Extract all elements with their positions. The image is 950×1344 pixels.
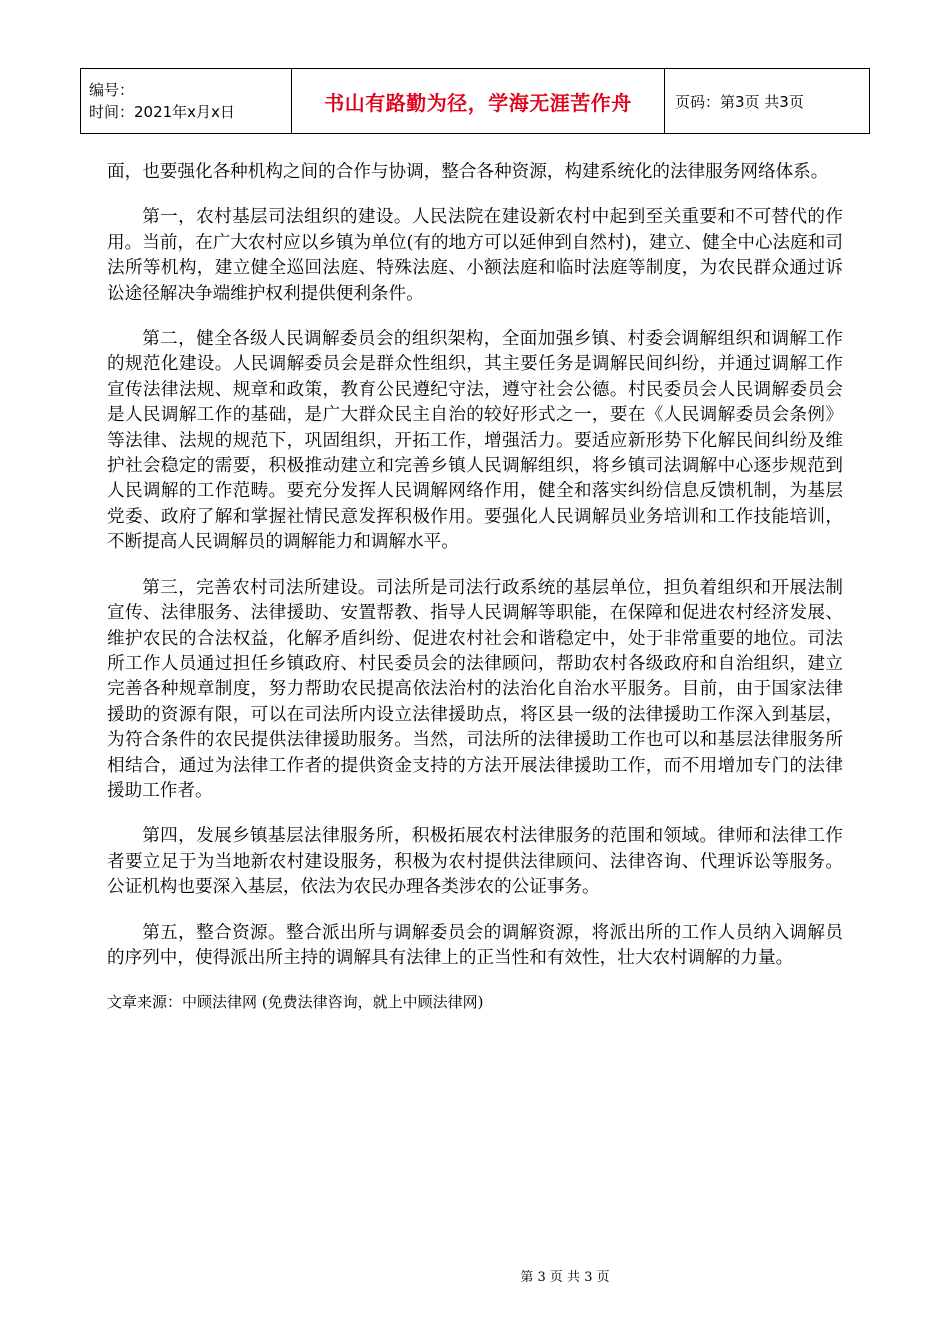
paragraph-first: 第一，农村基层司法组织的建设。人民法院在建设新农村中起到至关重要和不可替代的作用。当前，在广大农村应以乡镇为单位(有的地方可以延伸到自然村)，建立、健全中心法庭和司法所等机构，建立健全巡回法庭、特殊法庭、小额法庭和临时法庭等制度，为农民群众通过诉讼途径解决争端维护权利提供便利条件。: [107, 207, 843, 304]
header-page-info: 页码：第3页 共3页: [665, 69, 870, 134]
paragraph-second: 第二，健全各级人民调解委员会的组织架构，全面加强乡镇、村委会调解组织和调解工作的规范化建设。人民调解委员会是群众性组织，其主要任务是调解民间纠纷，并通过调解工作宣传法律法规、规章和政策，教育公民遵纪守法，遵守社会公德。村民委员会人民调解委员会是人民调解工作的基础，是广大群众民主自治的较好形式之一，要在《人民调解委员会条例》等法律、法规的规范下，巩固组织，开拓工作，增强活力。要适应新形势下化解民间纠纷及维护社会稳定的需要，积极推动建立和完善乡镇人民调解组织，将乡镇司法调解中心逐步规范到人民调解的工作范畴。要充分发挥人民调解网络作用，健全和落实纠纷信息反馈机制，为基层党委、政府了解和掌握社情民意发挥积极作用。要强化人民调解员业务培训和工作技能培训，不断提高人民调解员的调解能力和调解水平。: [107, 329, 843, 553]
header-motto: 书山有路勤为径，学海无涯苦作舟: [292, 69, 665, 134]
article-source: 文章来源：中顾法律网 (免费法律咨询，就上中顾法律网): [107, 993, 484, 1012]
document-number-label: 编号：: [89, 81, 135, 99]
paragraph-third: 第三，完善农村司法所建设。司法所是司法行政系统的基层单位，担负着组织和开展法制宣传、法律服务、法律援助、安置帮教、指导人民调解等职能，在保障和促进农村经济发展、维护农民的合法权益，化解矛盾纠纷、促进农村社会和谐稳定中，处于非常重要的地位。司法所工作人员通过担任乡镇政府、村民委员会的法律顾问，帮助农村各级政府和自治组织，建立完善各种规章制度，努力帮助农民提高依法治村的法治化自治水平服务。目前，由于国家法律援助的资源有限，可以在司法所内设立法律援助点，将区县一级的法律援助工作深入到基层，为符合条件的农民提供法律援助服务。当然，司法所的法律援助工作也可以和基层法律服务所相结合，通过为法律工作者的提供资金支持的方法开展法律援助工作，而不用增加专门的法律援助工作者。: [107, 577, 843, 801]
document-date-label: 时间：2021年x月x日: [89, 103, 235, 121]
document-body: [107, 160, 843, 1013]
paragraph-fourth: 第四，发展乡镇基层法律服务所，积极拓展农村法律服务的范围和领域。律师和法律工作者要立足于为当地新农村建设服务，积极为农村提供法律顾问、法律咨询、代理诉讼等服务。公证机构也要深入基层，依法为农民办理各类涉农的公证事务。: [107, 826, 843, 898]
header-table: [80, 68, 870, 134]
paragraph-fifth: 第五，整合资源。整合派出所与调解委员会的调解资源，将派出所的工作人员纳入调解员的序列中，使得派出所主持的调解具有法律上的正当性和有效性，壮大农村调解的力量。: [107, 922, 843, 968]
paragraph-continuation: 面，也要强化各种机构之间的合作与协调，整合各种资源，构建系统化的法律服务网络体系。: [107, 162, 829, 182]
page-footer: [0, 1266, 950, 1285]
header-meta: [81, 69, 292, 134]
footer-page-number: 第 3 页 共 3 页: [520, 1270, 610, 1285]
